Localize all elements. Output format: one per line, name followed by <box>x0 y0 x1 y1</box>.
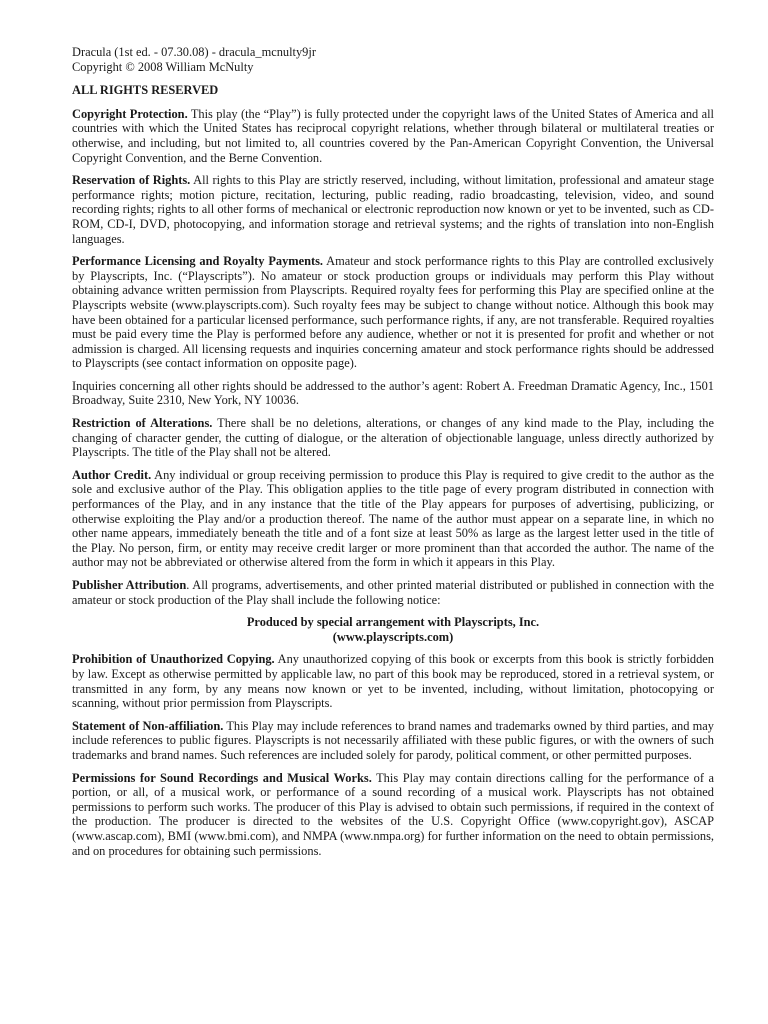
copyright-line: Copyright © 2008 William McNulty <box>72 59 254 74</box>
sound-recordings-title: Permissions for Sound Recordings and Musical Works. <box>72 770 372 785</box>
non-affiliation-paragraph <box>72 719 714 763</box>
sound-recordings-paragraph <box>72 771 714 859</box>
publisher-attribution-paragraph <box>72 578 714 607</box>
non-affiliation-title: Statement of Non-affiliation. <box>72 718 224 733</box>
inquiries-paragraph: Inquiries concerning all other rights should be addressed to the author’s agent: Robert A. Freedman Dramatic Agency, Inc., 1501 Broadway, Suite 2310, New York, NY 10036. <box>72 378 714 408</box>
non-affiliation-text: This Play may include references to brand names and trademarks owned by third parties, and may include references to public figures. Playscripts is not necessarily affiliated with these public figures, or with the owners of such trademarks and brand names. Such references are included solely for parody, political comment, or other permitted purposes. <box>72 718 714 762</box>
reservation-of-rights-text: All rights to this Play are strictly reserved, including, without limitation, professional and amateur stage performance rights; motion picture, recitation, lecturing, public reading, radio broadcasting, television, video, and sound recording rights; rights to all other forms of mechanical or electronic reproduction now known or yet to be invented, such as CD-ROM, CD-I, DVD, photocopying, and information storage and retrieval systems; and the rights of translation into non-English languages. <box>72 173 714 246</box>
production-notice-line1: Produced by special arrangement with Playscripts, Inc. <box>246 615 540 630</box>
sound-recordings-text: This Play may contain directions calling for the performance of a portion, or all, of a musical work, or performance of a sound recording of a musical work. Playscripts has not obtained permissions to perform such works. The producer of this Play is advised to obtain such permissions, if required in the context of the production. The producer is directed to the websites of the U.S. Copyright Office (www.copyright.gov), ASCAP (www.ascap.com), BMI (www.bmi.com), and NMPA (www.nmpa.org) for further information on the need to obtain permissions, and on procedures for obtaining such permissions. <box>72 770 715 858</box>
edition-line: Dracula (1st ed. - 07.30.08) - dracula_mcnulty9jr <box>72 45 316 59</box>
all-rights-reserved-heading: ALL RIGHTS RESERVED <box>72 83 219 98</box>
author-credit-paragraph <box>72 468 714 570</box>
author-credit-title: Author Credit. <box>72 467 152 482</box>
publisher-attribution-text: . All programs, advertisements, and other printed material distributed or published in connection with the amateur or stock production of the Play shall include the following notice: <box>72 578 714 607</box>
reservation-of-rights-paragraph <box>72 173 714 246</box>
production-notice-line2: (www.playscripts.com) <box>332 629 454 644</box>
copyright-protection-paragraph <box>72 107 714 165</box>
reservation-of-rights-title: Reservation of Rights. <box>72 173 191 188</box>
production-notice <box>72 615 714 644</box>
unauthorized-copying-paragraph <box>72 652 714 710</box>
author-credit-text: Any individual or group receiving permission to produce this Play is required to give credit to the author as the sole and exclusive author of the Play. This obligation applies to the title page of every program distributed in connection with performances of the Play, and in any instance that the title of the Play appears for purposes of advertising, publicizing, or otherwise exploiting the Play and/or a production thereof. The name of the author must appear on a separate line, in which no other name appears, immediately beneath the title and of a font size at least 50% as large as the largest letter used in the title of the Play. No person, firm, or entity may receive credit larger or more prominent than that accorded the author. The name of the author may not be abbreviated or otherwise altered from the form in which it appears in this Play. <box>72 467 714 570</box>
copyright-protection-title: Copyright Protection. <box>72 106 188 121</box>
restriction-of-alterations-text: There shall be no deletions, alterations, or changes of any kind made to the Play, including the changing of character gender, the cutting of dialogue, or the alteration of objectionable language, unless directly authorized by Playscripts. The title of the Play shall not be altered. <box>72 416 714 460</box>
restriction-of-alterations-title: Restriction of Alterations. <box>72 416 213 431</box>
unauthorized-copying-title: Prohibition of Unauthorized Copying. <box>72 652 275 667</box>
unauthorized-copying-text: Any unauthorized copying of this book or excerpts from this book is strictly forbidden by law. Except as otherwise permitted by applicable law, no part of this book may be reproduced, stored in a retrieval system, or transmitted in any form, by any means now known or yet to be invented, including, without limitation, photocopying or scanning, without prior permission from Playscripts. <box>72 652 714 711</box>
performance-licensing-title: Performance Licensing and Royalty Payments. <box>72 254 324 269</box>
performance-licensing-paragraph <box>72 254 714 371</box>
restriction-of-alterations-paragraph <box>72 416 714 460</box>
performance-licensing-text: Amateur and stock performance rights to this Play are controlled exclusively by Playscripts, Inc. (“Playscripts”). No amateur or stock production groups or individuals may perform this Play without obtaining advance written permission from Playscripts. Required royalty fees for performing this Play are specified online at the Playscripts website (www.playscripts.com). Such royalty fees may be subject to change without notice. Although this book may have been obtained for a particular licensed performance, such performance rights, if any, are not transferable. Required royalties must be paid every time the Play is performed before any audience, whether or not it is presented for profit and whether or not admission is charged. All licensing requests and inquiries concerning amateur and stock performance rights should be addressed to Playscripts (see contact information on opposite page). <box>72 254 714 371</box>
publisher-attribution-title: Publisher Attribution <box>72 578 187 592</box>
copyright-protection-text: This play (the “Play”) is fully protected under the copyright laws of the United States of America and all countries with which the United States has reciprocal copyright relations, whether through bilateral or multilateral treaties or otherwise, and including, but not limited to, all countries covered by the Pan-American Copyright Convention, the Universal Copyright Convention, and the Berne Convention. <box>72 106 714 165</box>
copyright-page <box>72 45 714 866</box>
